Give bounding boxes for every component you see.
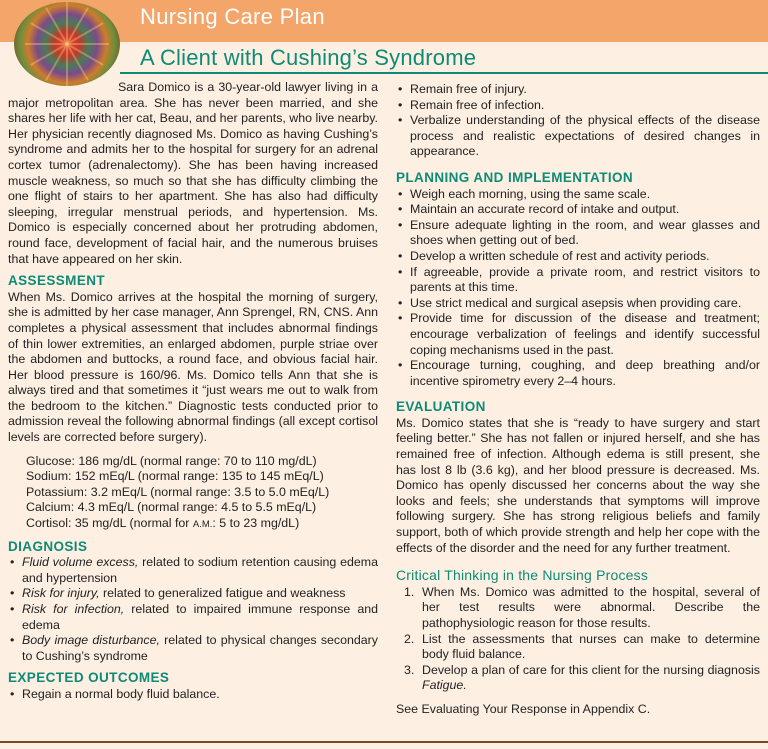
evaluation-paragraph: Ms. Domico states that she is “ready to have surgery and start feeling better.” She has not fallen or injured herself, and she has remained free of infection. Although edema is still present, she has lost 8 lb (3.6 kg), and her blood pressure is decreased. Ms. Domico has openly discussed her concerns about the way she looks and feels; she understands that symptoms will improve following surgery. She has strong religious beliefs and family support, both of which provide strength and help her cope with the effects of the disorder and the need for any further treatment. [396, 415, 760, 555]
lab-calcium: Calcium: 4.3 mEq/L (normal range: 4.5 to 5.5 mEq/L) [26, 500, 317, 515]
list-item: • Verbalize understanding of the physical effects of the disease process and realistic expectations of desired changes in appearance. [396, 113, 760, 160]
list-item: • Provide time for discussion of the disease and treatment; encourage verbalization of feelings and identify successful coping mechanisms used in the past. [396, 311, 760, 358]
diagnosis-term: Body image disturbance, [22, 633, 160, 648]
list-item: • Use strict medical and surgical asepsis when providing care. [396, 296, 760, 312]
diagnosis-text: related to impaired immune response and edema [22, 602, 379, 632]
footer-rule [0, 741, 768, 743]
critical-thinking-list [396, 585, 760, 694]
diagnosis-text: related to generalized fatigue and weakness [99, 586, 346, 601]
cortisol-prefix: Cortisol: 35 mg/dL (normal for [26, 516, 193, 531]
decorative-medallion-icon [14, 2, 120, 86]
item-number: 3. [404, 662, 415, 677]
planning-heading: PLANNING AND IMPLEMENTATION [396, 169, 634, 185]
lab-glucose: Glucose: 186 mg/dL (normal range: 70 to 110 mg/dL) [26, 453, 317, 468]
item-text: List the assessments that nurses can make to determine body fluid balance. [422, 631, 760, 662]
list-item: • Remain free of injury. [396, 82, 760, 98]
list-item [8, 633, 378, 664]
diagnosis-heading: DIAGNOSIS [8, 538, 88, 554]
left-column [8, 80, 378, 703]
critical-thinking-heading: Critical Thinking in the Nursing Process [396, 567, 649, 584]
planning-list [396, 187, 760, 390]
list-item [396, 663, 760, 694]
diagnosis-term: Fluid volume excess, [22, 555, 139, 570]
list-item [396, 632, 760, 663]
cortisol-suffix: : 5 to 23 mg/dL) [212, 516, 300, 531]
assessment-paragraph: When Ms. Domico arrives at the hospital the morning of surgery, she is admitted by her case manager, Ann Sprengel, RN, CNS. Ann completes a physical assessment that includes abnormal findings of thin lower extremities, an enlarged abdomen, purple striae over the abdomen and buttocks, a round face, and obvious facial hair. Her blood pressure is 160/96. Ms. Domico tells Ann that she is always tired and that sometimes it “just wears me out to walk from the bedroom to the kitchen.” Diagnostic tests conducted prior to admission reveal the following abnormal findings (all except cortisol levels are corrected before surgery). [8, 289, 378, 445]
assessment-heading: ASSESSMENT [8, 273, 106, 289]
list-item: • Regain a normal body fluid balance. [8, 687, 378, 703]
item-text: When Ms. Domico was admitted to the hospital, several of her test results were abnormal. Describe the pathophysiologic reason for those results. [422, 584, 760, 630]
item-text: Develop a plan of care for this client for the nursing diagnosis [422, 662, 760, 677]
list-item [8, 555, 378, 586]
diagnosis-list [8, 555, 378, 664]
diagnosis-text: related to physical changes secondary to Cushing’s syndrome [22, 633, 378, 663]
lab-cortisol [26, 516, 378, 533]
list-item: • Maintain an accurate record of intake and output. [396, 202, 760, 218]
header-rule [120, 72, 768, 74]
list-item [8, 586, 378, 602]
outcomes-list-left [8, 687, 378, 703]
diagnosis-term: Risk for injury, [22, 586, 100, 601]
list-item: • Encourage turning, coughing, and deep breathing and/or incentive spirometry every 2–4 hours. [396, 358, 760, 389]
list-item: • Ensure adequate lighting in the room, and wear glasses and shoes when getting out of bed. [396, 218, 760, 249]
item-emphasis: Fatigue. [422, 678, 467, 693]
outcomes-heading: EXPECTED OUTCOMES [8, 670, 170, 686]
intro-paragraph: Sara Domico is a 30-year-old lawyer living in a major metropolitan area. She has never been married, and she shares her life with her cat, Beau, and her parents, who live nearby. Her physician recently diagnosed Ms. Domico as having Cushing’s syndrome and admits her to the hospital for surgery for an adrenal cortex tumor (adrenalectomy). She has been having increased muscle weakness, so much so that she has difficulty climbing the one flight of stairs to her apartment. She has also had difficulty sleeping, irregular menstrual periods, and hypertension. Ms. Domico is especially concerned about her protruding abdomen, round face, development of facial hair, and the numerous bruises that have appeared on her skin. [8, 80, 378, 266]
cortisol-am: A.M. [192, 519, 213, 531]
list-item: • If agreeable, provide a private room, and restrict visitors to parents at this time. [396, 265, 760, 296]
item-number: 1. [404, 584, 415, 599]
page-subtitle: A Client with Cushing’s Syndrome [140, 45, 477, 70]
lab-sodium: Sodium: 152 mEq/L (normal range: 135 to 145 mEq/L) [26, 469, 324, 484]
page-title: Nursing Care Plan [140, 4, 325, 29]
list-item [8, 602, 378, 633]
list-item [396, 585, 760, 632]
outcomes-list-right [396, 82, 760, 160]
list-item: • Remain free of infection. [396, 98, 760, 114]
lab-potassium: Potassium: 3.2 mEq/L (normal range: 3.5 to 5.0 mEq/L) [26, 484, 330, 499]
evaluation-heading: EVALUATION [396, 399, 486, 415]
list-item: • Develop a written schedule of rest and activity periods. [396, 249, 760, 265]
right-column [396, 82, 760, 718]
list-item: • Weigh each morning, using the same scale. [396, 187, 760, 203]
lab-results [8, 454, 378, 533]
diagnosis-text: related to sodium retention causing edema and hypertension [22, 555, 378, 585]
diagnosis-term: Risk for infection, [22, 602, 125, 616]
appendix-note: See Evaluating Your Response in Appendix C. [396, 701, 651, 716]
item-number: 2. [404, 631, 415, 646]
